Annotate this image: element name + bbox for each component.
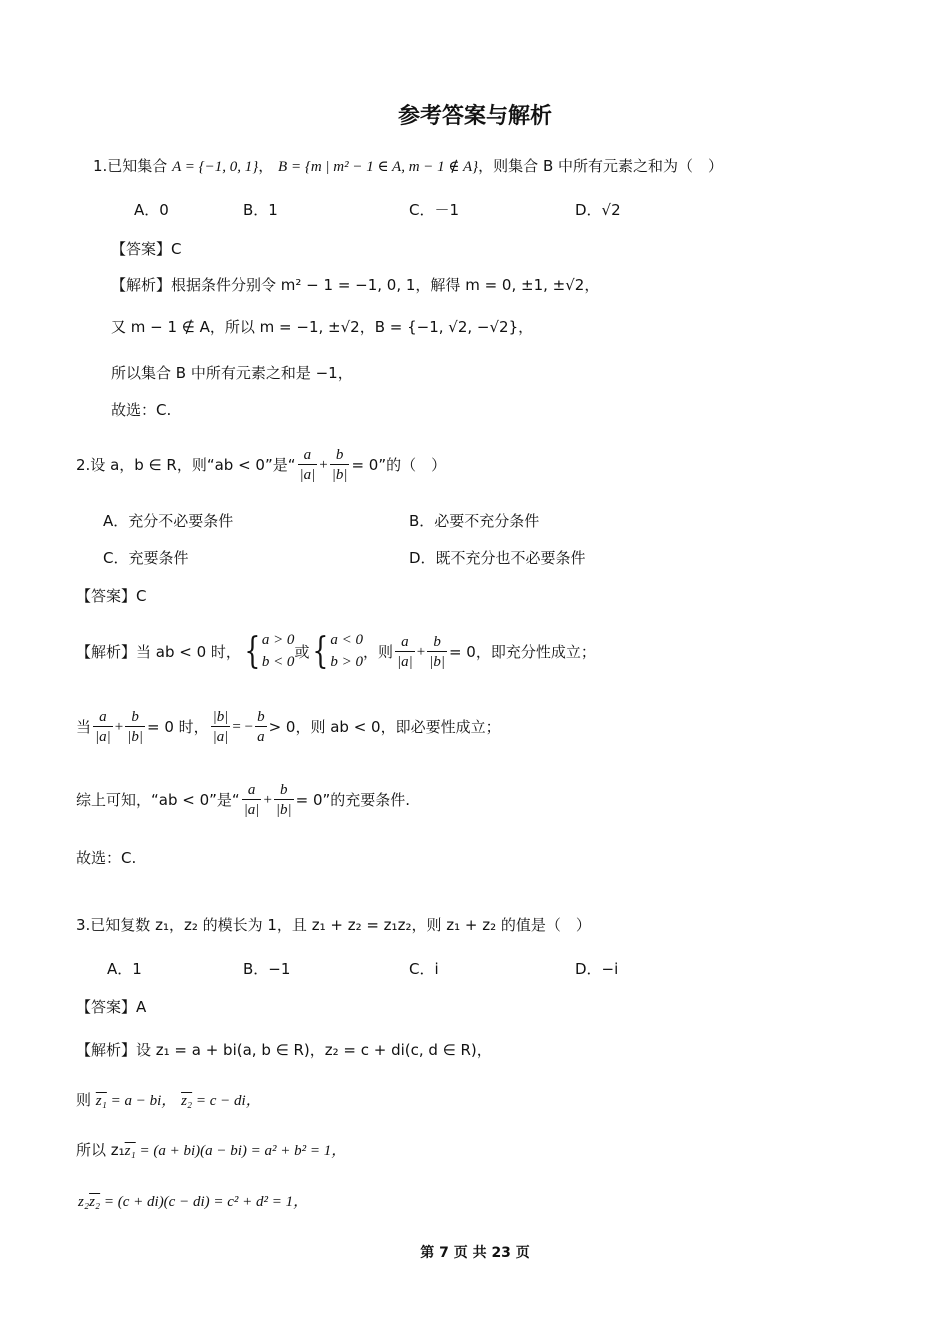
q3-option-c: C．i [409, 960, 439, 978]
q3-option-b: B．−1 [243, 960, 291, 978]
q3-answer: 【答案】A [76, 998, 147, 1016]
frac-b-over-abs-b-2: $\frac{b}{|b|}$ [429, 633, 445, 670]
case-2-line-1: a < 0 [330, 632, 363, 649]
frac-b-over-abs-b-4: $\frac{b}{|b|}$ [275, 781, 292, 818]
q1-option-d: D．√2 [575, 201, 621, 219]
q1-set-b: B = {m | m² − 1 ∈ A, m − 1 ∉ A} [278, 159, 479, 175]
plus-sign-4: + [263, 791, 272, 808]
q2-stem-suffix: = 0”的（ ） [351, 455, 447, 474]
frac-a-over-abs-a-4: $\frac{a}{|a|}$ [243, 781, 260, 818]
q2-option-a: A．充分不必要条件 [103, 512, 234, 530]
frac-a-over-abs-a: $\frac{a}{|a|}$ [299, 446, 316, 483]
q3-analysis-line-4 [78, 1194, 308, 1210]
q3-option-a: A．1 [107, 960, 142, 978]
q2-answer: 【答案】C [76, 587, 147, 605]
q1-comma: ， [258, 157, 274, 175]
q3-a4-z2-conj: z₂ [89, 1194, 101, 1210]
q1-analysis-label: 【解析】 [111, 276, 172, 294]
q2-analysis-line-1 [76, 626, 596, 678]
q3-analysis-line-1: 【解析】设 z₁ = a + bi(a, b ∈ R)，z₂ = c + di(c, d ∈ R)， [76, 1041, 492, 1059]
plus-sign-2: + [416, 643, 426, 660]
q3-a3-z1-conj: z₁ [124, 1143, 136, 1159]
q1-set-a: A = {−1, 0, 1} [172, 159, 259, 175]
frac-b-over-abs-b-3: $\frac{b}{|b|}$ [127, 708, 143, 745]
q3-analysis-line-2 [76, 1093, 261, 1109]
frac-b-over-abs-b: $\frac{b}{|b|}$ [331, 446, 348, 483]
q3-a2-z2-conj: z₂ [181, 1093, 193, 1109]
q1-option-b: B．1 [243, 201, 278, 219]
q3-a4-prefix: z₂ [78, 1194, 90, 1210]
q3-a2-prefix: 则 [76, 1091, 92, 1109]
q2-a2-suffix: > 0，则 ab < 0，即必要性成立； [268, 717, 501, 736]
q2-a1-prefix: 【解析】当 ab < 0 时， [76, 642, 241, 661]
q2-analysis-line-4: 故选：C. [76, 849, 137, 867]
q2-a1-or: 或 [294, 642, 310, 661]
q1-prefix: 1.已知集合 [93, 157, 168, 175]
frac-a-over-abs-a-2: $\frac{a}{|a|}$ [397, 633, 413, 670]
frac-a-over-abs-a-3: $\frac{a}{|a|}$ [95, 708, 111, 745]
q2-analysis-line-3 [76, 776, 410, 824]
q2-a3-suffix: = 0”的充要条件. [295, 790, 411, 809]
cases-1 [262, 630, 295, 674]
q3-option-d: D．−i [575, 960, 619, 978]
equals-minus: = − [232, 718, 254, 735]
case-2-line-2: b > 0 [330, 654, 363, 670]
q3-a2-mid1: = a − bi， [106, 1093, 177, 1109]
q3-analysis-line-3 [76, 1143, 346, 1159]
q1-option-c: C．－1 [409, 201, 460, 219]
q1-suffix: ，则集合 B 中所有元素之和为（ ） [478, 157, 724, 175]
left-brace-2: { [312, 631, 329, 672]
q1-analysis-line-1 [111, 278, 599, 293]
q2-a1-then: ，则 [362, 642, 393, 661]
q2-a3-prefix: 综上可知，“ab < 0”是“ [76, 790, 240, 809]
question-3-stem: 3.已知复数 z₁，z₂ 的模长为 1，且 z₁ + z₂ = z₁z₂，则 z₁ + z₂ 的值是（ ） [76, 916, 591, 934]
q1-option-a: A．0 [134, 201, 169, 219]
q1-answer: 【答案】C [111, 240, 182, 258]
q2-option-d: D．既不充分也不必要条件 [409, 549, 586, 567]
q3-a3-suffix: = (a + bi)(a − bi) = a² + b² = 1， [135, 1143, 347, 1159]
case-1-line-1: a > 0 [261, 632, 295, 649]
question-2-stem [76, 441, 446, 489]
q2-analysis-line-2 [76, 703, 501, 751]
q3-a4-suffix: = (c + di)(c − di) = c² + d² = 1， [100, 1194, 309, 1210]
q2-a1-suffix: = 0，即充分性成立； [448, 642, 596, 661]
q1-analysis-line-4: 故选：C. [111, 401, 172, 419]
q2-a2-prefix: 当 [76, 717, 92, 736]
q3-a3-prefix: 所以 z₁ [76, 1141, 125, 1159]
plus-sign-3: + [114, 718, 124, 735]
q2-a2-mid: = 0 时， [146, 717, 209, 736]
page-title: 参考答案与解析 [397, 104, 552, 129]
cases-2 [330, 630, 363, 674]
q2-stem-prefix: 2.设 a，b ∈ R，则“ab < 0”是“ [76, 455, 296, 474]
q1-analysis-line-3: 所以集合 B 中所有元素之和是 −1， [111, 364, 353, 382]
left-brace-1: { [244, 631, 261, 672]
plus-sign: + [319, 456, 328, 473]
frac-b-over-a: $\frac{b}{a}$ [257, 708, 265, 745]
page-footer: 第 7 页 共 23 页 [420, 1245, 530, 1261]
q3-a2-mid2: = c − di， [192, 1093, 261, 1109]
case-1-line-2: b < 0 [261, 654, 295, 670]
frac-abs-b-over-abs-a: $\frac{|b|}{|a|}$ [212, 708, 229, 745]
q2-option-b: B．必要不充分条件 [409, 512, 540, 530]
q2-option-c: C．充要条件 [103, 549, 189, 567]
q1-analysis-line-2: 又 m − 1 ∉ A，所以 m = −1, ±√2，B = {−1, √2, −√2}， [111, 318, 534, 336]
question-1-stem [93, 159, 723, 175]
q3-a2-z1-conj: z₁ [95, 1093, 107, 1109]
q1-analysis-text-1: 根据条件分别令 m² − 1 = −1, 0, 1，解得 m = 0, ±1, ±√2， [171, 276, 600, 294]
